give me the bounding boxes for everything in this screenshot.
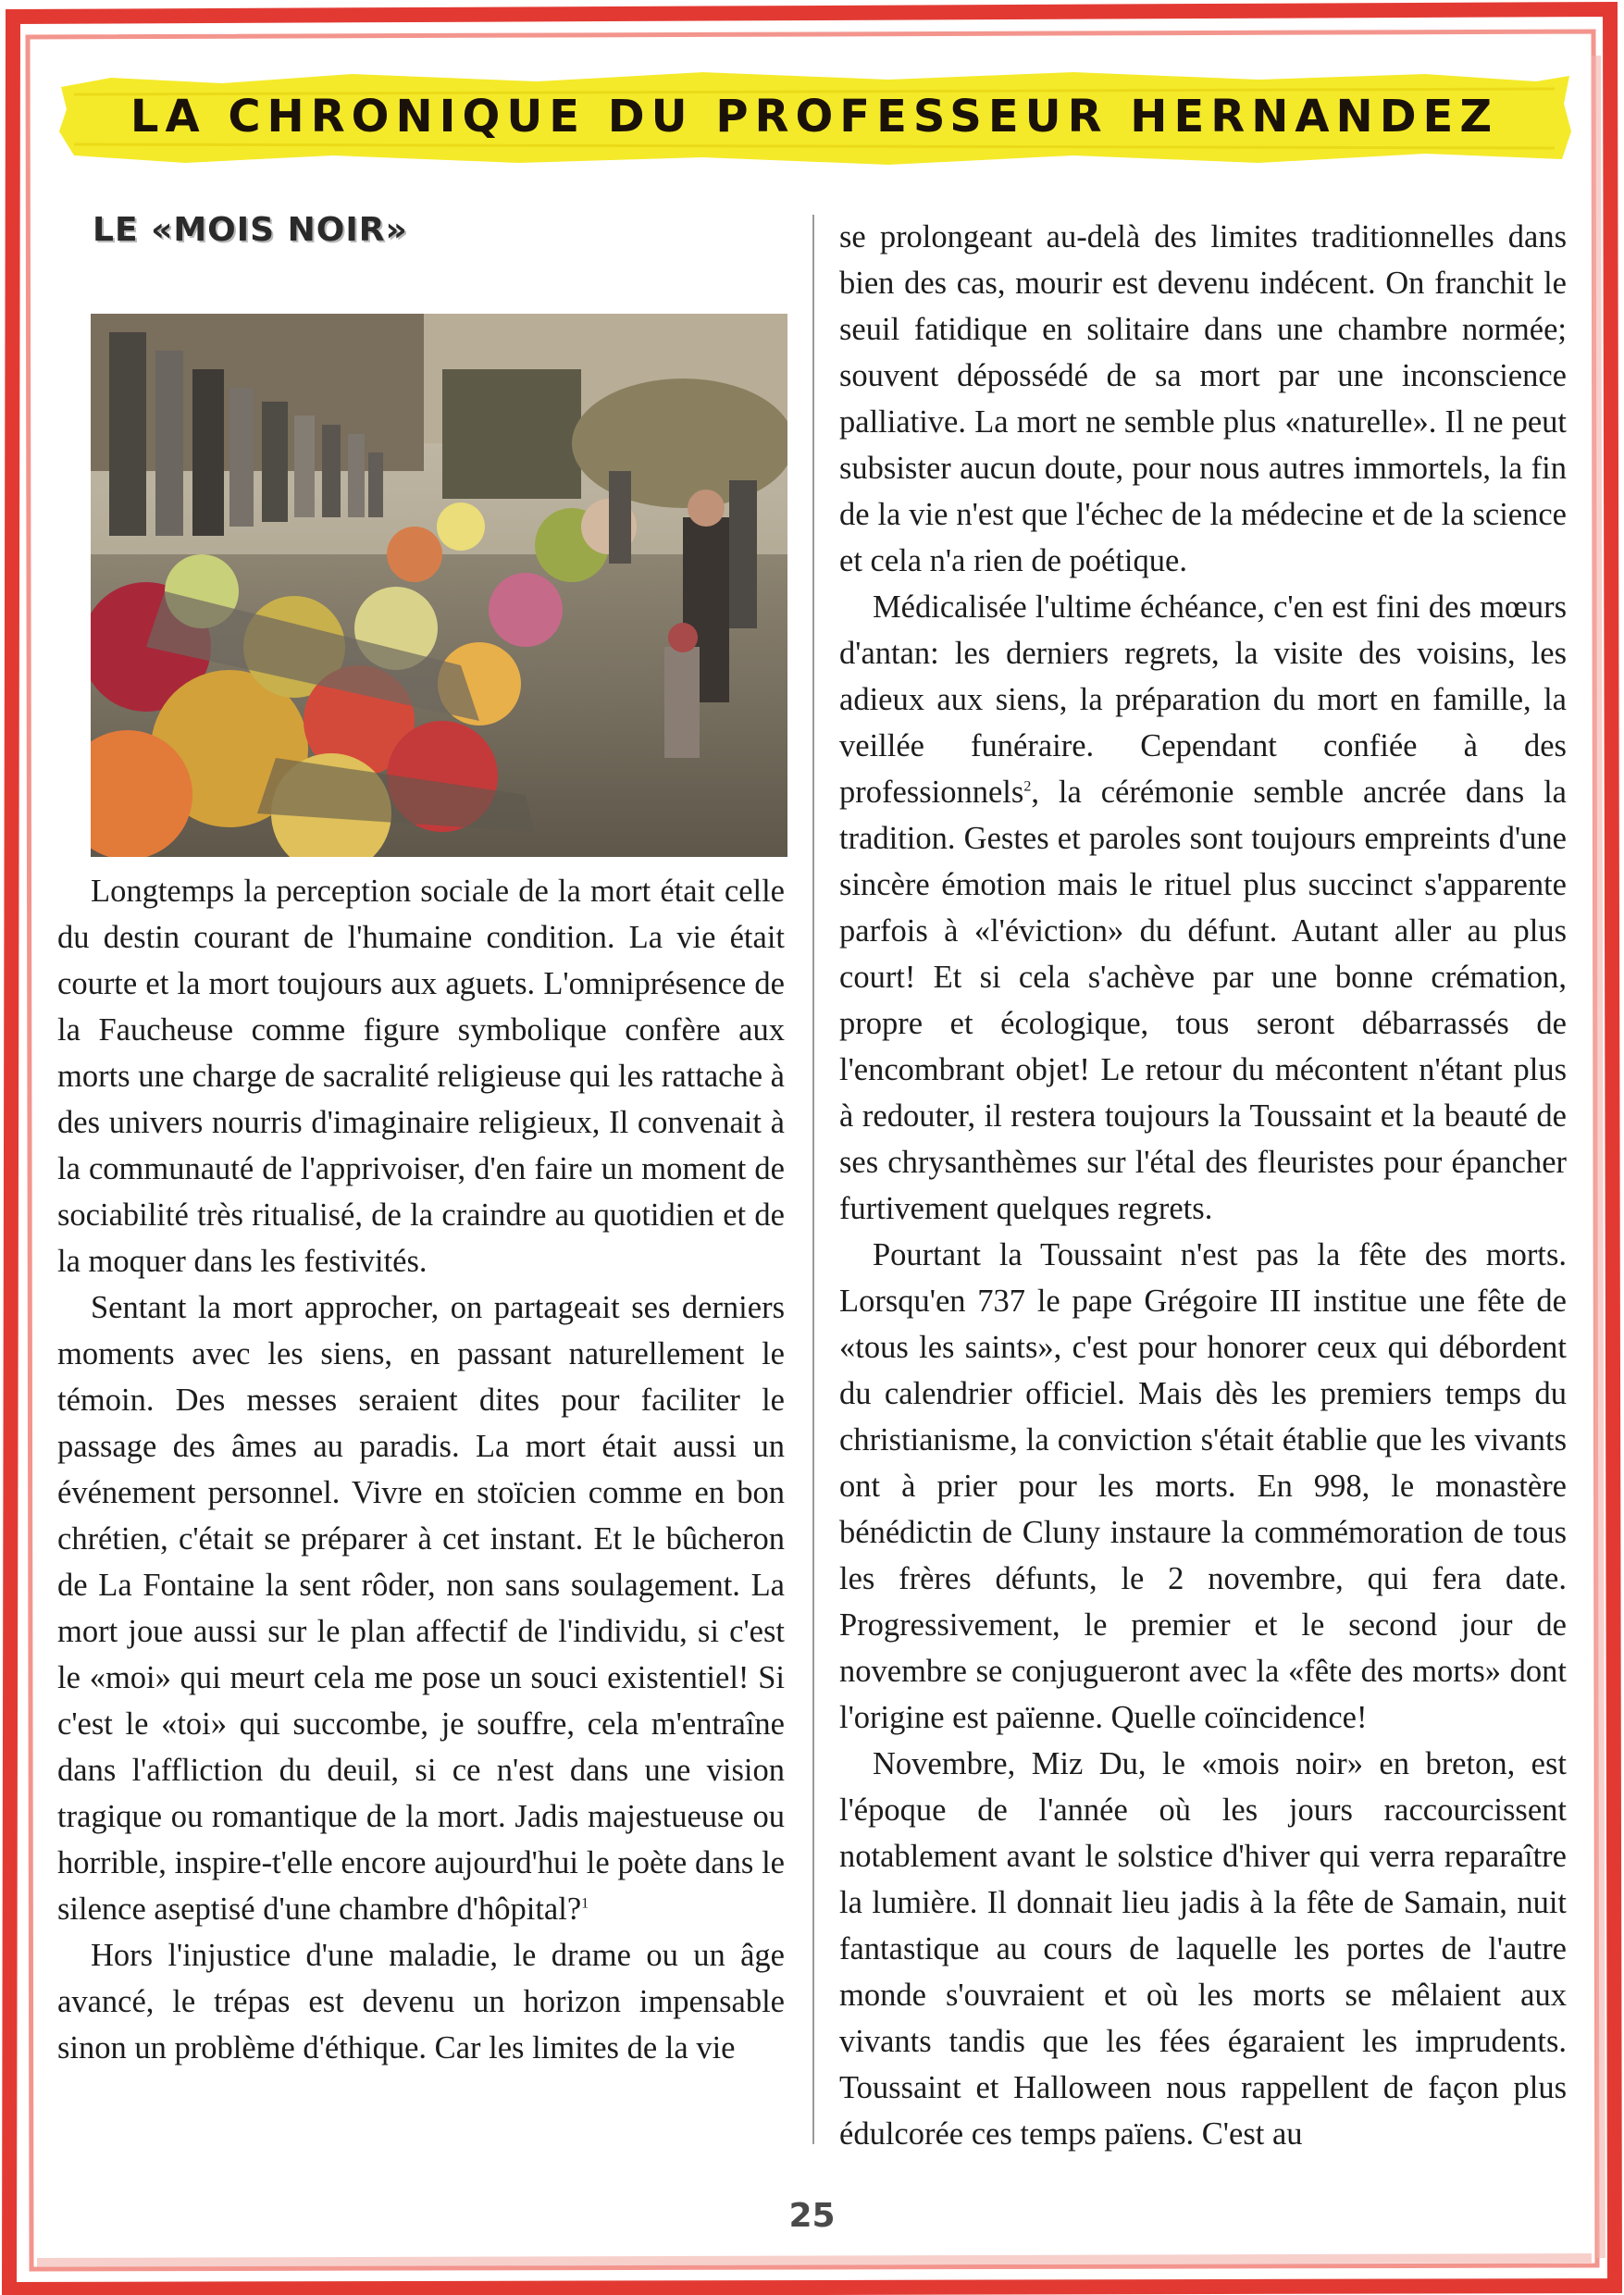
chronicle-banner: [56, 67, 1573, 167]
paragraph-1: Longtemps la perception sociale de la mort était celle du destin courant de l'humaine condition. La vie était courte et la mort toujours aux aguets. L'omniprésence de la Faucheuse comme figure symbolique confère aux morts une charge de sacralité religieuse qui les rattache à des univers nourris d'imaginaire religieux, Il convenait à la communauté de l'apprivoiser, d'en faire un moment de sociabilité très ritualisé, de la craindre au quotidien et de la moquer dans les festivités.: [57, 874, 785, 1279]
paragraph-4: [839, 584, 1567, 1232]
paragraph-5: Pourtant la Toussaint n'est pas la fête des morts. Lorsqu'en 737 le pape Grégoire III institue une fête de «tous les saints», c'est pour honorer ceux qui débordent du calendrier officiel. Mais dès les premiers temps du christianisme, la conviction s'était établie que les vivants ont à prier pour les morts. En 998, le monastère bénédictin de Cluny instaure la commémoration de tous les frères défunts, le 2 novembre, qui fera date. Progressivement, le premier et le second jour de novembre se conjugueront avec la «fête des morts» dont l'origine est païenne. Quelle coïncidence!: [839, 1237, 1567, 1735]
cemetery-photo: [91, 314, 787, 857]
column-divider: [812, 215, 814, 2144]
paragraph-3: Hors l'injustice d'une maladie, le drame ou un âge avancé, le trépas est devenu un horizon impensable sinon un problème d'éthique. Car les limites de la vie: [57, 1938, 785, 2066]
paragraph-continuation: se prolongeant au-delà des limites traditionnelles dans bien des cas, mourir est devenu indécent. On franchit le seuil fatidique en solitaire dans une chambre normée; souvent dépossédé de sa mort par une inconscience palliative. La mort ne semble plus «naturelle». Il ne peut subsister aucun doute, pour nous autres immortels, la fin de la vie n'est que l'échec de la médecine et de la science et cela n'a rien de poétique.: [839, 219, 1567, 578]
page-number: 25: [788, 2197, 836, 2235]
cemetery-photo-icon: [91, 314, 787, 857]
banner-title: LA CHRONIQUE DU PROFESSEUR HERNANDEZ: [130, 91, 1499, 143]
paragraph-4-text-a: Médicalisée l'ultime échéance, c'en est fini des mœurs d'antan: les derniers regrets, la visite des voisins, les adieux aux siens, la préparation du mort en famille, la veillée funéraire. Cependant confiée à des professionnels: [839, 589, 1567, 810]
right-column: [839, 214, 1567, 2157]
paragraph-2-text: Sentant la mort approcher, on partageait ses derniers moments avec les siens, en passant naturellement le témoin. Des messes seraient dites pour faciliter le passage des âmes au paradis. La mort était aussi un événement personnel. Vivre en stoïcien comme en bon chrétien, c'était se préparer à cet instant. Et le bûcheron de La Fontaine la sent rôder, non sans soulagement. La mort joue aussi sur le plan affectif de l'individu, si c'est le «moi» qui meurt cela me pose un souci existentiel! Si c'est le «toi» qui succombe, je souffre, cela m'entraîne dans l'affliction du deuil, si ce n'est dans une vision tragique ou romantique de la mort. Jadis majestueuse ou horrible, inspire-t'elle encore aujourd'hui le poète dans le silence aseptisé d'une chambre d'hôpital?: [57, 1290, 785, 1927]
footnote-ref-2: 2: [1023, 778, 1032, 795]
paragraph-2: [57, 1284, 785, 1932]
paragraph-6: Novembre, Miz Du, le «mois noir» en breton, est l'époque de l'année où les jours raccourcissent notablement avant le solstice d'hiver qui verra reparaître la lumière. Il donnait lieu jadis à la fête de Samain, nuit fantastique au cours de laquelle les portes de l'autre monde s'ouvraient et où les morts se mêlaient aux vivants tandis que les fées égaraient les imprudents. Toussaint et Halloween nous rappellent de façon plus édulcorée ces temps païens. C'est au: [839, 1746, 1567, 2152]
left-column: [57, 868, 785, 2071]
article-heading: LE «MOIS NOIR»: [93, 211, 408, 249]
paragraph-4-text-b: , la cérémonie semble ancrée dans la tradition. Gestes et paroles sont toujours empreints d'une sincère émotion mais le rituel plus succinct s'apparente parfois à «l'éviction» du défunt. Autant aller au plus court! Et si cela s'achève par une bonne crémation, propre et écologique, tous seront débarrassés de l'encombrant objet! Le retour du mécontent n'étant plus à redouter, il restera toujours la Toussaint et la beauté de ses chrysanthèmes sur l'étal des fleuristes pour épancher furtivement quelques regrets.: [839, 775, 1567, 1226]
footnote-ref-1: 1: [581, 1895, 589, 1912]
